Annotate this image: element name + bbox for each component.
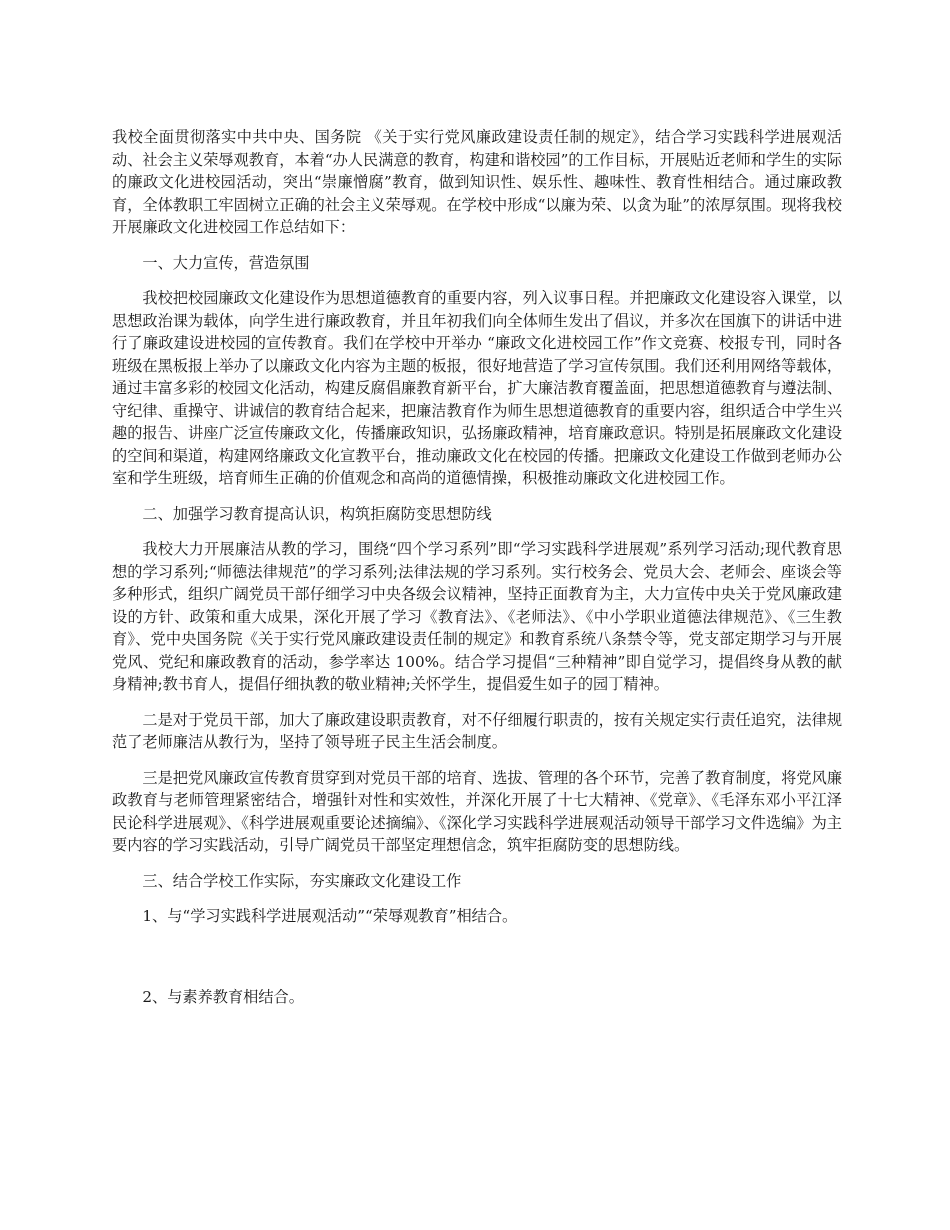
section-3-item-1: 1、与“学习实践科学进展观活动”“荣辱观教育”相结合。 xyxy=(142,907,518,925)
intro-paragraph: 我校全面贯彻落实中共中央、国务院 《关于实行党风廉政建设责任制的规定》，结合学习实践科学进展观活动、社会主义荣辱观教育，本着“办人民满意的教育，构建和谐校园”的工作目标，开展贴近老师和学生的实际的廉政文化进校园活动，突出“崇廉憎腐”教育，做到知识性、娱乐性、趣味性、教育性相结合。通过廉政教育，全体教职工牢固树立正确的社会主义荣辱观。在学校中形成“以廉为荣、以贪为耻”的浓厚氛围。现将我校开展廉政文化进校园工作总结如下： xyxy=(112,128,842,236)
document-page xyxy=(112,126,842,1008)
section-2-heading: 二、加强学习教育提高认识，构筑拒腐防变思想防线 xyxy=(142,504,492,523)
section-1-heading: 一、大力宣传，营造氛围 xyxy=(142,253,310,272)
section-1-body: 我校把校园廉政文化建设作为思想道德教育的重要内容，列入议事日程。并把廉政文化建设容入课堂，以思想政治课为载体，向学生进行廉政教育，并且年初我们向全体师生发出了倡议，并多次在国旗下的讲话中进行了廉政建设进校园的宣传教育。我们在学校中开举办 “廉政文化进校园工作”作文竞赛、校报专刊，同时各班级在黑板报上举办了以廉政文化内容为主题的板报，很好地营造了学习宣传氛围。我们还利用网络等载体，通过丰富多彩的校园文化活动，构建反腐倡廉教育新平台，扩大廉洁教育覆盖面，把思想道德教育与遵法制、守纪律、重操守、讲诚信的教育结合起来，把廉洁教育作为师生思想道德教育的重要内容，组织适合中学生兴趣的报告、讲座广泛宣传廉政文化，传播廉政知识，弘扬廉政精神，培育廉政意识。特别是拓展廉政文化建设的空间和渠道，构建网络廉政文化宣教平台，推动廉政文化在校园的传播。把廉政文化建设工作做到老师办公室和学生班级，培育师生正确的价值观念和高尚的道德情操，积极推动廉政文化进校园工作。 xyxy=(112,289,842,487)
section-3-item-2: 2、与素养教育相结合。 xyxy=(142,987,304,1006)
section-2-body: 我校大力开展廉洁从教的学习，围绕“四个学习系列”即“学习实践科学进展观”系列学习活动;现代教育思想的学习系列;“师德法律规范”的学习系列;法律法规的学习系列。实行校务会、党员大会、老师会、座谈会等多种形式，组织广阔党员干部仔细学习中央各级会议精神，坚持正面教育为主，大力宣传中央关于党风廉政建设的方针、政策和重大成果，深化开展了学习《教育法》、《老师法》、《中小学职业道德法律规范》、《三生教育》、党中央国务院《关于实行党风廉政建设责任制的规定》和教育系统八条禁令等，党支部定期学习与开展党风、党纪和廉政教育的活动，参学率达 100%。结合学习提倡“三种精神”即自觉学习，提倡终身从教的献身精神;教书育人，提倡仔细执教的敬业精神;关怀学生，提倡爱生如子的园丁精神。 xyxy=(112,540,842,693)
section-2-point-3: 三是把党风廉政宣传教育贯穿到对党员干部的培育、选拔、管理的各个环节，完善了教育制度，将党风廉政教育与老师管理紧密结合，增强针对性和实效性，并深化开展了十七大精神、《党章》、《毛泽东邓小平江泽民论科学进展观》、《科学进展观重要论述摘编》、《深化学习实践科学进展观活动领导干部学习文件选编》为主要内容的学习实践活动，引导广阔党员干部坚定理想信念，筑牢拒腐防变的思想防线。 xyxy=(112,768,842,854)
section-3-heading: 三、结合学校工作实际，夯实廉政文化建设工作 xyxy=(142,871,462,890)
section-2-point-2: 二是对于党员干部，加大了廉政建设职责教育，对不仔细履行职责的，按有关规定实行责任追究，法律规范了老师廉洁从教行为，坚持了领导班子民主生活会制度。 xyxy=(112,710,842,751)
